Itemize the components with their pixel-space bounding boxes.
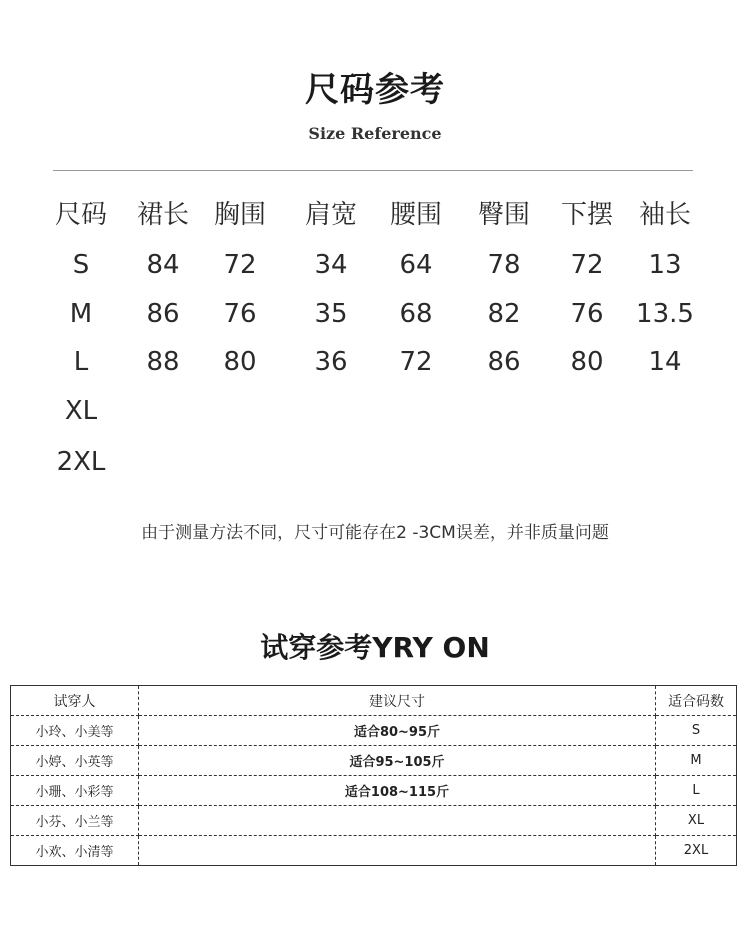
tryon-person: 小芬、小兰等 [11,806,139,836]
tryon-row [11,806,737,836]
tryon-recommend: 适合80~95斤 [139,716,656,746]
tryon-size: M [656,746,737,776]
size-value: 72 [399,347,433,377]
size-value: 36 [314,347,348,377]
size-value: 86 [146,299,180,329]
tryon-header-row [11,686,737,716]
size-label: S [72,250,90,280]
size-table-header: 腰围 [389,200,442,230]
tryon-person: 小珊、小彩等 [11,776,139,806]
size-value: 68 [399,299,433,329]
size-value: 76 [570,299,604,329]
size-table-header: 胸围 [213,200,266,230]
size-table-header: 肩宽 [304,200,357,230]
page-title: 尺码参考 [305,70,445,110]
tryon-row [11,746,737,776]
size-value: 35 [314,299,348,329]
tryon-person: 小欢、小清等 [11,836,139,866]
tryon-header-size: 适合码数 [656,686,737,716]
size-value: 13 [648,250,682,280]
size-value: 78 [487,250,521,280]
size-value: 76 [223,299,257,329]
size-value: 14 [648,347,682,377]
tryon-recommend [139,806,656,836]
size-value: 86 [487,347,521,377]
size-table-header: 袖长 [638,200,691,230]
size-value: 80 [570,347,604,377]
tryon-recommend: 适合108~115斤 [139,776,656,806]
tryon-size: XL [656,806,737,836]
tryon-recommend: 适合95~105斤 [139,746,656,776]
size-value: 34 [314,250,348,280]
tryon-table [10,685,737,866]
size-value: 72 [570,250,604,280]
tryon-size: S [656,716,737,746]
tryon-size: L [656,776,737,806]
tryon-row [11,716,737,746]
size-table-header: 臀围 [477,200,530,230]
tryon-size: 2XL [656,836,737,866]
size-table-header: 尺码 [54,200,107,230]
measurement-note: 由于测量方法不同，尺寸可能存在2 -3CM误差，并非质量问题 [141,523,609,543]
size-value: 72 [223,250,257,280]
size-label: 2XL [56,447,106,477]
size-table-header: 裙长 [136,200,189,230]
size-table-header: 下摆 [560,200,613,230]
size-label: XL [64,396,98,426]
size-label: L [73,347,89,377]
tryon-header-recommend: 建议尺寸 [139,686,656,716]
tryon-row [11,776,737,806]
page-subtitle: Size Reference [308,124,442,143]
tryon-recommend [139,836,656,866]
size-value: 88 [146,347,180,377]
size-value: 64 [399,250,433,280]
tryon-row [11,836,737,866]
tryon-header-person: 试穿人 [11,686,139,716]
size-value: 13.5 [636,299,694,329]
tryon-person: 小婷、小英等 [11,746,139,776]
size-value: 80 [223,347,257,377]
size-label: M [69,299,93,329]
tryon-person: 小玲、小美等 [11,716,139,746]
size-value: 82 [487,299,521,329]
tryon-title: 试穿参考YRY ON [260,631,490,664]
size-value: 84 [146,250,180,280]
